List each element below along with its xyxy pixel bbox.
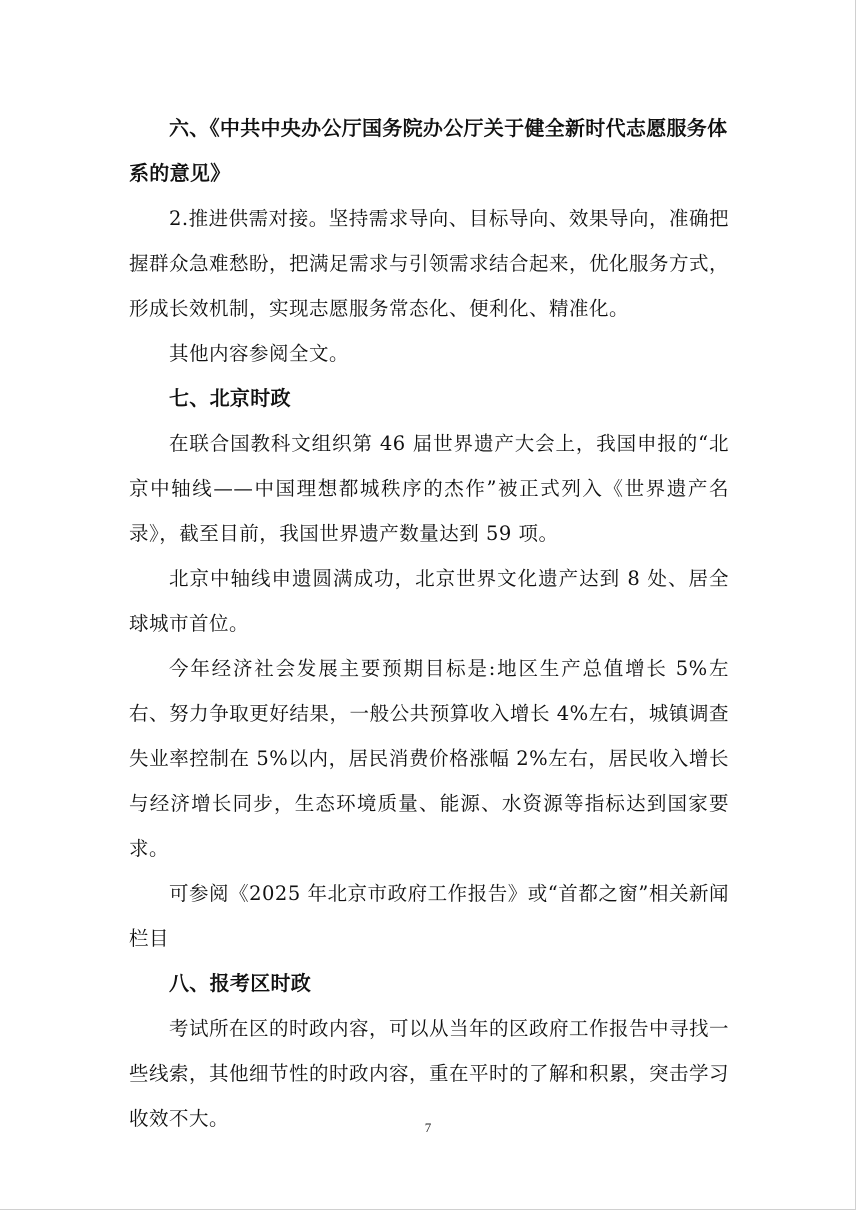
page-number: 7 (424, 1120, 432, 1135)
page-content (129, 106, 729, 1141)
paragraph: 在联合国教科文组织第 46 届世界遗产大会上，我国申报的“北京中轴线——中国理想都城秩序的杰作”被正式列入《世界遗产名录》，截至目前，我国世界遗产数量达到 59 项。 (129, 432, 729, 545)
paragraph: 今年经济社会发展主要预期目标是:地区生产总值增长 5%左右、努力争取更好结果，一般公共预算收入增长 4%左右，城镇调查失业率控制在 5%以内，居民消费价格涨幅 2%左右，居民收入增长与经济增长同步，生态环境质量、能源、水资源等指标达到国家要求。 (129, 657, 729, 860)
paragraph: 北京中轴线申遗圆满成功，北京世界文化遗产达到 8 处、居全球城市首位。 (129, 567, 729, 635)
paragraph: 考试所在区的时政内容，可以从当年的区政府工作报告中寻找一些线索，其他细节性的时政内容，重在平时的了解和积累，突击学习收效不大。 (129, 1017, 730, 1130)
paragraph: 2.推进供需对接。坚持需求导向、目标导向、效果导向，准确把握群众急难愁盼，把满足需求与引领需求结合起来，优化服务方式，形成长效机制，实现志愿服务常态化、便利化、精准化。 (129, 207, 730, 320)
section-heading-8: 八、报考区时政 (169, 971, 312, 995)
section-heading-6: 六、《中共中央办公厅国务院办公厅关于健全新时代志愿服务体系的意见》 (129, 116, 728, 185)
section-heading-7: 七、北京时政 (169, 386, 291, 410)
paragraph: 可参阅《2025 年北京市政府工作报告》或“首都之窗”相关新闻栏目 (129, 882, 729, 950)
paragraph: 其他内容参阅全文。 (169, 342, 350, 365)
